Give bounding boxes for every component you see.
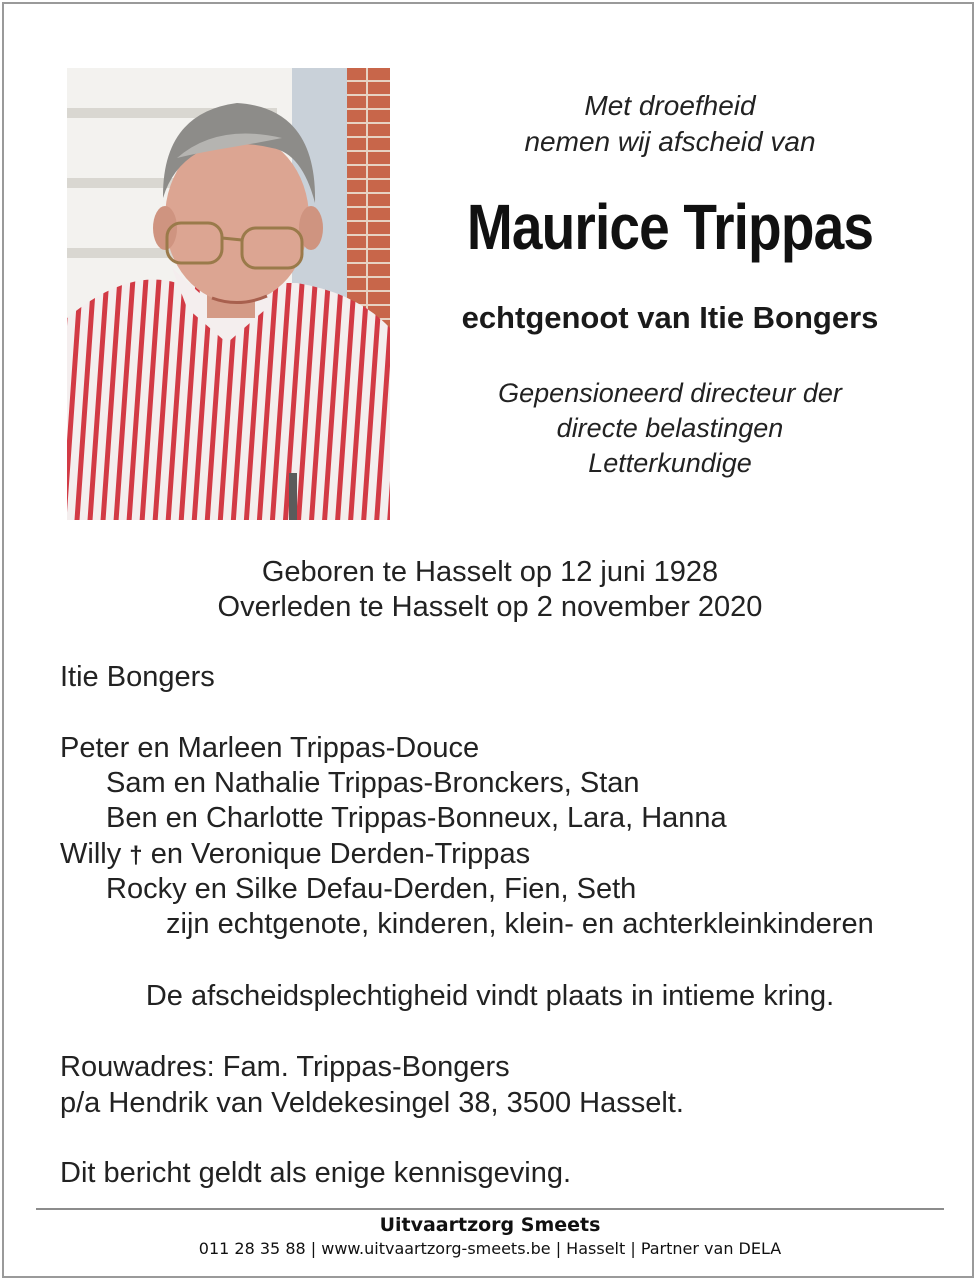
footer-divider bbox=[36, 1208, 944, 1210]
birth-line: Geboren te Hasselt op 12 juni 1928 bbox=[261, 556, 719, 588]
intro-text bbox=[400, 88, 940, 160]
portrait-photo bbox=[67, 68, 390, 520]
family-line-4-rest: en Veronique Derden-Trippas bbox=[150, 838, 531, 870]
address-line-1: Rouwadres: Fam. Trippas-Bongers bbox=[60, 1051, 510, 1083]
family-line-2: Sam en Nathalie Trippas-Bronckers, Stan bbox=[106, 767, 640, 799]
intro-line-2: nemen wij afscheid van bbox=[524, 126, 816, 157]
family-line-4-name: Willy bbox=[60, 838, 122, 870]
family-spouse: Itie Bongers bbox=[60, 661, 215, 693]
ceremony-text: De afscheidsplechtigheid vindt plaats in intieme kring. bbox=[145, 980, 835, 1012]
family-line-1: Peter en Marleen Trippas-Douce bbox=[60, 732, 480, 764]
title-line-2: directe belastingen bbox=[556, 413, 784, 443]
footer-company: Uitvaartzorg Smeets bbox=[379, 1214, 601, 1236]
spouse-line: echtgenoot van Itie Bongers bbox=[461, 300, 879, 335]
intro-line-1: Met droefheid bbox=[584, 90, 756, 121]
address-line-2: p/a Hendrik van Veldekesingel 38, 3500 Hasselt. bbox=[60, 1087, 684, 1119]
title-line-3: Letterkundige bbox=[588, 448, 752, 478]
deceased-name: Maurice Trippas bbox=[466, 191, 874, 263]
life-dates bbox=[0, 555, 980, 625]
family-line-6: zijn echtgenote, kinderen, klein- en achterkleinkinderen bbox=[166, 908, 874, 940]
title-line-1: Gepensioneerd directeur der bbox=[498, 378, 842, 408]
footer-contact-info: 011 28 35 88 | www.uitvaartzorg-smeets.be | Hasselt | Partner van DELA bbox=[198, 1239, 782, 1258]
titles-block bbox=[400, 376, 940, 481]
family-line-5: Rocky en Silke Defau-Derden, Fien, Seth bbox=[106, 873, 637, 905]
death-line: Overleden te Hasselt op 2 november 2020 bbox=[217, 591, 763, 623]
family-line-4 bbox=[60, 837, 530, 873]
family-line-3: Ben en Charlotte Trippas-Bonneux, Lara, Hanna bbox=[106, 802, 727, 834]
notice-text: Dit bericht geldt als enige kennisgeving. bbox=[60, 1157, 572, 1189]
cross-icon: † bbox=[129, 842, 143, 869]
